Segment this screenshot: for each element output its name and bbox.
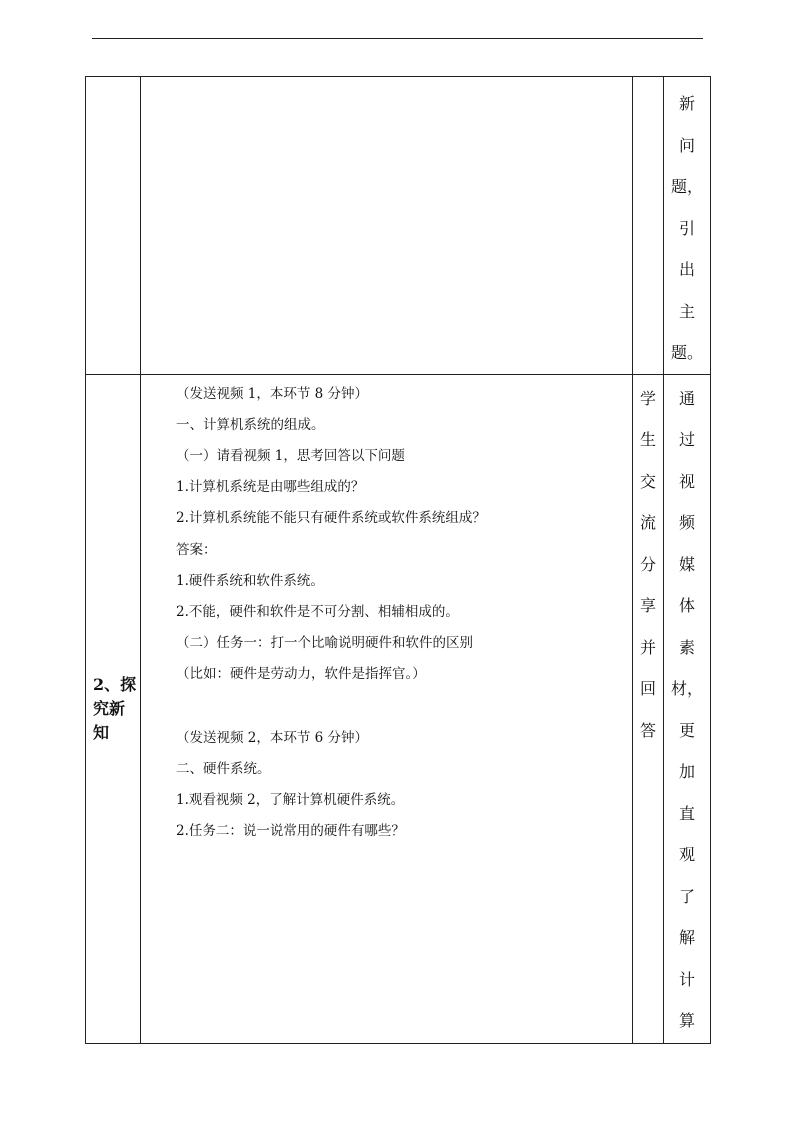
vertical-char: 解 — [678, 928, 695, 947]
stage-cell — [86, 374, 141, 1043]
content-line: 一、计算机系统的组成。 — [176, 416, 325, 433]
content-line: （二）任务一：打一个比喻说明硬件和软件的区别 — [176, 635, 473, 652]
teaching-content — [141, 375, 632, 848]
vertical-char: 生 — [639, 430, 656, 449]
vertical-char: 流 — [639, 513, 656, 532]
design-intent-text — [664, 77, 710, 374]
vertical-char: 算 — [678, 1011, 695, 1030]
design-intent-cell — [664, 374, 711, 1043]
vertical-char: 媒 — [678, 554, 695, 574]
vertical-char: 答 — [639, 720, 656, 740]
vertical-char: 并 — [639, 637, 656, 657]
header-rule — [92, 38, 703, 39]
vertical-char: 出 — [678, 260, 695, 279]
vertical-char: 过 — [678, 430, 695, 449]
vertical-char: 题。 — [670, 343, 703, 362]
content-cell — [141, 374, 633, 1043]
content-line: 1.硬件系统和软件系统。 — [176, 572, 324, 589]
vertical-char: 问 — [678, 135, 695, 155]
lesson-plan-table — [85, 76, 711, 1044]
student-activity-text — [633, 375, 663, 752]
content-line: 1.观看视频 2，了解计算机硬件系统。 — [176, 791, 405, 808]
content-line: 1.计算机系统是由哪些组成的？ — [176, 479, 365, 496]
vertical-char: 享 — [639, 596, 656, 615]
table-row — [86, 77, 711, 375]
content-line: （比如：硬件是劳动力，软件是指挥官。） — [176, 666, 426, 683]
stage-cell-empty — [86, 77, 141, 375]
vertical-char: 交 — [639, 471, 656, 491]
stage-label-line: 知 — [93, 722, 110, 742]
vertical-char: 视 — [678, 471, 695, 491]
stage-label-line: 究新 — [93, 698, 126, 718]
vertical-char: 加 — [678, 762, 695, 781]
vertical-char: 材， — [670, 679, 703, 698]
content-cell-empty — [141, 77, 633, 375]
content-line: （发送视频 2，本环节 6 分钟） — [176, 729, 369, 746]
content-line: （发送视频 1，本环节 8 分钟） — [176, 385, 369, 402]
content-block-video-1 — [176, 379, 632, 691]
vertical-char: 新 — [678, 94, 695, 113]
table-row — [86, 374, 711, 1043]
vertical-char: 学 — [639, 388, 656, 408]
vertical-char: 素 — [678, 637, 695, 657]
content-line: 2.不能，硬件和软件是不可分割、相辅相成的。 — [176, 603, 459, 620]
design-intent-cell — [664, 77, 711, 375]
content-line: 二、硬件系统。 — [176, 760, 271, 777]
vertical-char: 引 — [678, 218, 695, 238]
content-block-video-2 — [176, 723, 632, 848]
vertical-char: 频 — [678, 513, 695, 532]
content-line: （一）请看视频 1，思考回答以下问题 — [176, 447, 405, 464]
vertical-char: 更 — [678, 720, 695, 740]
student-activity-cell-empty — [633, 77, 664, 375]
vertical-char: 主 — [678, 301, 695, 321]
vertical-char: 体 — [678, 596, 695, 615]
vertical-char: 直 — [678, 803, 695, 823]
design-intent-text — [664, 375, 710, 1042]
vertical-char: 分 — [639, 554, 656, 574]
vertical-char: 观 — [678, 845, 695, 864]
stage-label — [86, 673, 140, 745]
vertical-char: 了 — [678, 886, 695, 906]
content-line: 答案： — [176, 541, 217, 558]
vertical-char: 回 — [639, 679, 656, 698]
stage-label-line: 2、探 — [93, 674, 137, 694]
vertical-char: 通 — [678, 388, 695, 408]
student-activity-cell — [633, 374, 664, 1043]
content-line: 2.计算机系统能不能只有硬件系统或软件系统组成？ — [176, 510, 486, 527]
vertical-char: 计 — [678, 969, 695, 989]
vertical-char: 题， — [670, 177, 703, 196]
content-line: 2.任务二：说一说常用的硬件有哪些？ — [176, 823, 405, 840]
